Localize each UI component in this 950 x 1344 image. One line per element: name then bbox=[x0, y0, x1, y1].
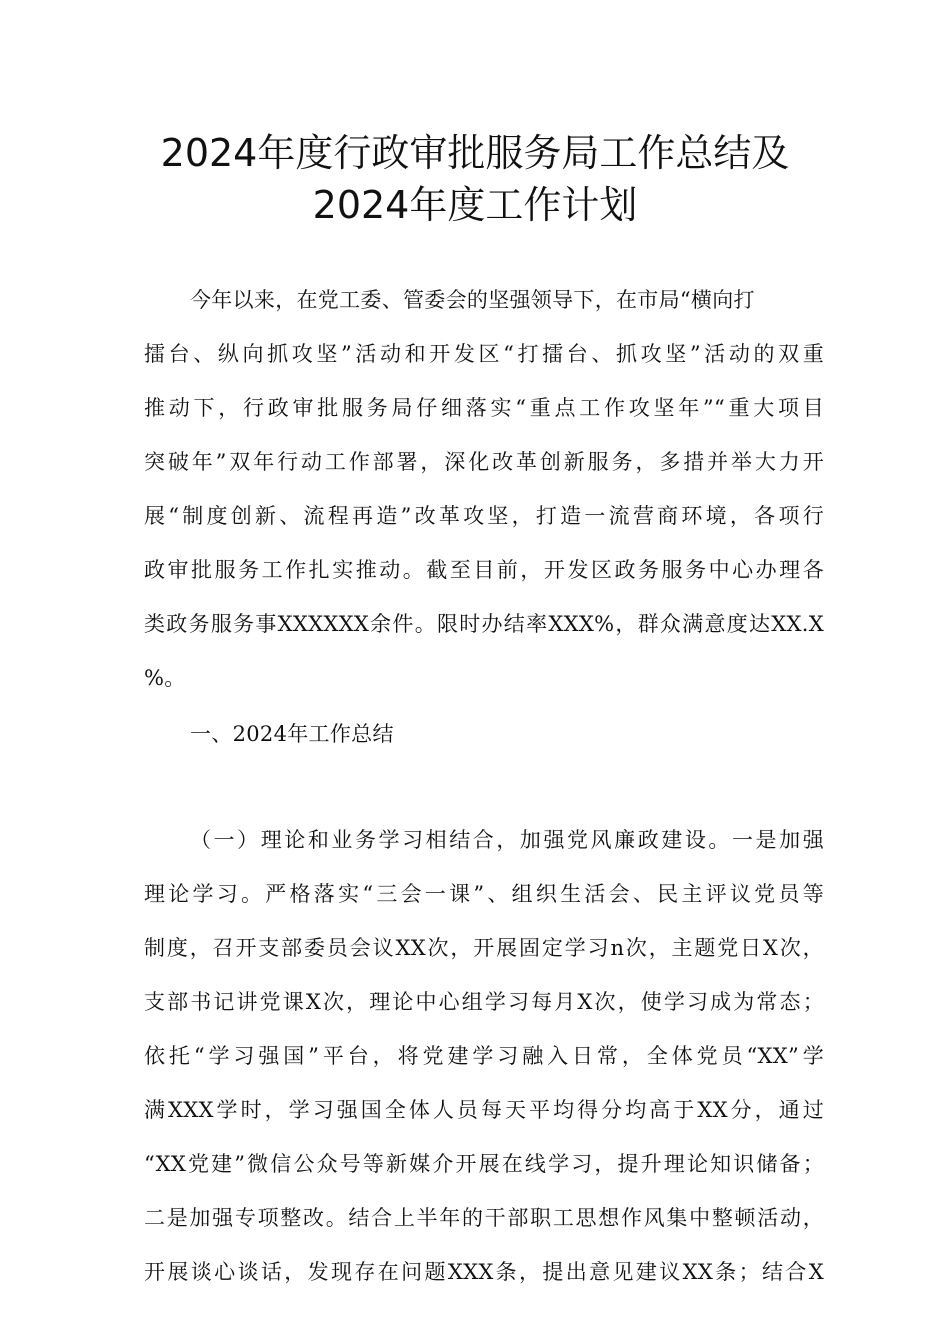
paragraph-2-line-1: （一）理论和业务学习相结合，加强党风廉政建设。一是加强 bbox=[190, 828, 824, 852]
paragraph-1-line-5: 展“制度创新、流程再造”改革攻坚，打造一流营商环境，各项行 bbox=[144, 504, 824, 528]
paragraph-1-line-2: 擂台、纵向抓攻坚”活动和开发区“打擂台、抓攻坚”活动的双重 bbox=[144, 342, 824, 366]
paragraph-2-line-5: 依托“学习强国”平台，将党建学习融入日常，全体党员“XX”学 bbox=[144, 1044, 824, 1068]
paragraph-2-line-3: 制度，召开支部委员会议XX次，开展固定学习n次，主题党日X次， bbox=[144, 936, 824, 960]
paragraph-2-line-8: 二是加强专项整改。结合上半年的干部职工思想作风集中整顿活动， bbox=[144, 1206, 824, 1230]
paragraph-2-line-9: 开展谈心谈话，发现存在问题XXX条，提出意见建议XX条；结合X bbox=[144, 1260, 824, 1284]
paragraph-1-line-4: 突破年”双年行动工作部署，深化改革创新服务，多措并举大力开 bbox=[144, 450, 824, 474]
paragraph-1-line-7: 类政务服务事XXXXXX余件。限时办结率XXX%，群众满意度达XX.X bbox=[144, 612, 824, 636]
document-title-line-1: 2024年度行政审批服务局工作总结及 bbox=[160, 131, 790, 175]
paragraph-1-line-6: 政审批服务工作扎实推动。截至目前，开发区政务服务中心办理各 bbox=[144, 558, 824, 582]
paragraph-2-line-2: 理论学习。严格落实“三会一课”、组织生活会、民主评议党员等 bbox=[144, 882, 824, 906]
paragraph-1-line-1: 今年以来，在党工委、管委会的坚强领导下，在市局“横向打 bbox=[190, 288, 755, 312]
paragraph-2-line-7: “XX党建”微信公众号等新媒介开展在线学习，提升理论知识储备； bbox=[144, 1152, 824, 1176]
paragraph-2-line-6: 满XXX学时，学习强国全体人员每天平均得分均高于XX分，通过 bbox=[144, 1098, 824, 1122]
document-title-line-2: 2024年度工作计划 bbox=[312, 183, 638, 227]
paragraph-1-line-3: 推动下，行政审批服务局仔细落实“重点工作攻坚年”“重大项目 bbox=[144, 396, 824, 420]
paragraph-1-line-8: %。 bbox=[144, 666, 186, 690]
paragraph-2-line-4: 支部书记讲党课X次，理论中心组学习每月X次，使学习成为常态； bbox=[144, 990, 824, 1014]
section-heading: 一、2024年工作总结 bbox=[190, 722, 394, 746]
